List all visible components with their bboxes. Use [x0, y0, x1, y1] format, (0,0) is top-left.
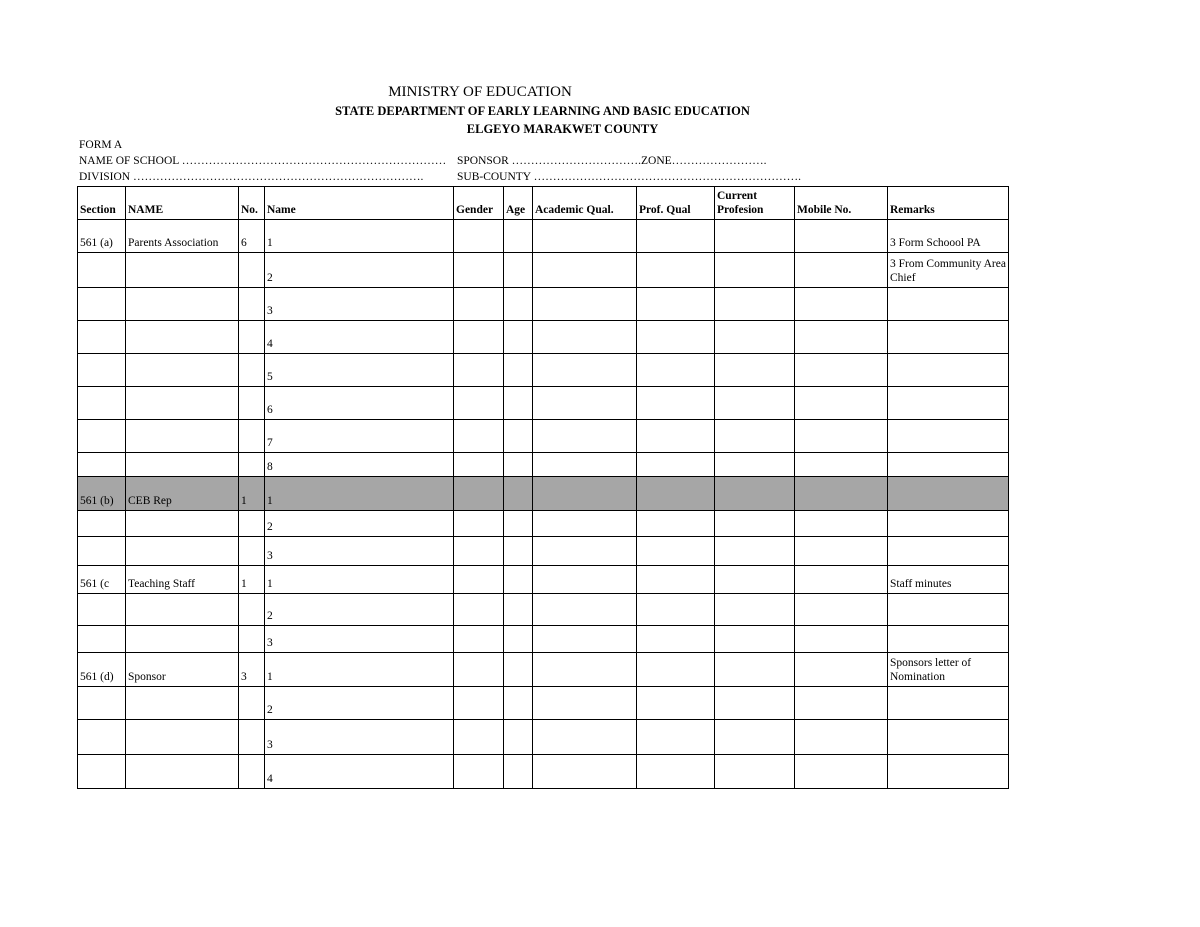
no-cell: [239, 321, 265, 354]
section-cell: 561 (c: [78, 566, 126, 594]
age-cell[interactable]: [504, 537, 533, 566]
remarks-cell[interactable]: [888, 687, 1009, 720]
remarks-cell[interactable]: 3 Form Schoool PA: [888, 220, 1009, 253]
prof-cell[interactable]: [637, 687, 715, 720]
profession-cell[interactable]: [715, 453, 795, 477]
gender-cell[interactable]: [454, 687, 504, 720]
name-cell: CEB Rep: [126, 477, 239, 511]
section-cell: [78, 453, 126, 477]
gender-cell[interactable]: [454, 594, 504, 626]
profession-cell[interactable]: [715, 566, 795, 594]
prof-cell[interactable]: [637, 537, 715, 566]
no-cell: [239, 420, 265, 453]
age-cell[interactable]: [504, 720, 533, 755]
profession-cell[interactable]: [715, 354, 795, 387]
age-cell[interactable]: [504, 626, 533, 653]
table-row: [78, 594, 1009, 626]
table-row: [78, 420, 1009, 453]
academic-cell[interactable]: [533, 626, 637, 653]
academic-cell[interactable]: [533, 420, 637, 453]
index-cell: 2: [265, 594, 454, 626]
table-row: [78, 453, 1009, 477]
division-field[interactable]: DIVISION ………………………………………………………………….: [79, 171, 424, 183]
index-cell: 2: [265, 511, 454, 537]
prof-cell[interactable]: [637, 653, 715, 687]
no-cell: 1: [239, 566, 265, 594]
name-cell: [126, 354, 239, 387]
mobile-cell[interactable]: [795, 387, 888, 420]
col-gender: Gender: [454, 187, 504, 220]
remarks-cell[interactable]: [888, 387, 1009, 420]
profession-cell[interactable]: [715, 720, 795, 755]
gender-cell[interactable]: [454, 653, 504, 687]
index-cell: 1: [265, 653, 454, 687]
mobile-cell[interactable]: [795, 687, 888, 720]
remarks-cell[interactable]: [888, 720, 1009, 755]
profession-cell[interactable]: [715, 420, 795, 453]
table-row: [78, 537, 1009, 566]
no-cell: [239, 755, 265, 789]
age-cell[interactable]: [504, 755, 533, 789]
no-cell: [239, 453, 265, 477]
gender-cell[interactable]: [454, 626, 504, 653]
index-cell: 1: [265, 566, 454, 594]
table-row: [78, 477, 1009, 511]
gender-cell[interactable]: [454, 453, 504, 477]
gender-cell[interactable]: [454, 755, 504, 789]
mobile-cell[interactable]: [795, 755, 888, 789]
name-cell: [126, 755, 239, 789]
prof-cell[interactable]: [637, 387, 715, 420]
gender-cell[interactable]: [454, 566, 504, 594]
name-cell: [126, 687, 239, 720]
table-row: [78, 288, 1009, 321]
name-cell: [126, 387, 239, 420]
mobile-cell[interactable]: [795, 653, 888, 687]
no-cell: [239, 288, 265, 321]
county-title: ELGEYO MARAKWET COUNTY: [466, 122, 659, 136]
table-row: [78, 566, 1009, 594]
mobile-cell[interactable]: [795, 594, 888, 626]
remarks-cell[interactable]: [888, 626, 1009, 653]
academic-cell[interactable]: [533, 354, 637, 387]
age-cell[interactable]: [504, 594, 533, 626]
remarks-cell[interactable]: Sponsors letter of Nomination: [888, 653, 1009, 687]
no-cell: [239, 253, 265, 288]
table-row: [78, 253, 1009, 288]
age-cell[interactable]: [504, 687, 533, 720]
col-section: Section: [78, 187, 126, 220]
profession-cell[interactable]: [715, 321, 795, 354]
section-cell: [78, 626, 126, 653]
no-cell: 3: [239, 653, 265, 687]
col-member-name: Name: [265, 187, 454, 220]
section-cell: [78, 511, 126, 537]
section-cell: [78, 387, 126, 420]
academic-cell[interactable]: [533, 720, 637, 755]
index-cell: 7: [265, 420, 454, 453]
age-cell[interactable]: [504, 354, 533, 387]
prof-cell[interactable]: [637, 253, 715, 288]
department-title: STATE DEPARTMENT OF EARLY LEARNING AND BASIC EDUCATION: [335, 104, 750, 118]
no-cell: [239, 626, 265, 653]
name-cell: Teaching Staff: [126, 566, 239, 594]
mobile-cell[interactable]: [795, 477, 888, 511]
age-cell[interactable]: [504, 220, 533, 253]
mobile-cell[interactable]: [795, 288, 888, 321]
academic-cell[interactable]: [533, 453, 637, 477]
table-row: [78, 321, 1009, 354]
mobile-cell[interactable]: [795, 220, 888, 253]
table-header-row: [78, 187, 1009, 220]
remarks-cell[interactable]: [888, 537, 1009, 566]
name-cell: [126, 288, 239, 321]
no-cell: [239, 511, 265, 537]
gender-cell[interactable]: [454, 537, 504, 566]
school-field[interactable]: NAME OF SCHOOL ……………………………………………………………: [79, 155, 447, 167]
mobile-cell[interactable]: [795, 720, 888, 755]
gender-cell[interactable]: [454, 387, 504, 420]
academic-cell[interactable]: [533, 253, 637, 288]
mobile-cell[interactable]: [795, 253, 888, 288]
no-cell: [239, 387, 265, 420]
no-cell: [239, 594, 265, 626]
name-cell: [126, 626, 239, 653]
academic-cell[interactable]: [533, 477, 637, 511]
index-cell: 3: [265, 288, 454, 321]
mobile-cell[interactable]: [795, 566, 888, 594]
index-cell: 4: [265, 755, 454, 789]
remarks-cell[interactable]: [888, 477, 1009, 511]
mobile-cell[interactable]: [795, 420, 888, 453]
prof-cell[interactable]: [637, 511, 715, 537]
no-cell: [239, 354, 265, 387]
gender-cell[interactable]: [454, 288, 504, 321]
index-cell: 1: [265, 220, 454, 253]
committee-table: [77, 186, 1009, 789]
profession-cell[interactable]: [715, 387, 795, 420]
name-cell: [126, 253, 239, 288]
table-row: [78, 354, 1009, 387]
mobile-cell[interactable]: [795, 626, 888, 653]
section-cell: [78, 321, 126, 354]
age-cell[interactable]: [504, 511, 533, 537]
age-cell[interactable]: [504, 653, 533, 687]
section-cell: [78, 687, 126, 720]
remarks-cell[interactable]: [888, 321, 1009, 354]
gender-cell[interactable]: [454, 220, 504, 253]
prof-cell[interactable]: [637, 626, 715, 653]
remarks-cell[interactable]: 3 From Community Area Chief: [888, 253, 1009, 288]
profession-cell[interactable]: [715, 626, 795, 653]
section-cell: [78, 354, 126, 387]
prof-cell[interactable]: [637, 321, 715, 354]
gender-cell[interactable]: [454, 420, 504, 453]
remarks-cell[interactable]: [888, 354, 1009, 387]
remarks-cell[interactable]: Staff minutes: [888, 566, 1009, 594]
gender-cell[interactable]: [454, 511, 504, 537]
remarks-cell[interactable]: [888, 511, 1009, 537]
remarks-cell[interactable]: [888, 594, 1009, 626]
no-cell: [239, 687, 265, 720]
section-cell: 561 (b): [78, 477, 126, 511]
profession-cell[interactable]: [715, 594, 795, 626]
prof-cell[interactable]: [637, 566, 715, 594]
col-mobile: Mobile No.: [795, 187, 888, 220]
name-cell: [126, 720, 239, 755]
col-age: Age: [504, 187, 533, 220]
no-cell: 1: [239, 477, 265, 511]
index-cell: 6: [265, 387, 454, 420]
name-cell: [126, 594, 239, 626]
index-cell: 1: [265, 477, 454, 511]
mobile-cell[interactable]: [795, 354, 888, 387]
academic-cell[interactable]: [533, 511, 637, 537]
gender-cell[interactable]: [454, 354, 504, 387]
name-cell: Parents Association: [126, 220, 239, 253]
sponsor-zone-field[interactable]: SPONSOR …………………………….ZONE…………………….: [457, 155, 767, 167]
table-row: [78, 720, 1009, 755]
section-cell: [78, 720, 126, 755]
prof-cell[interactable]: [637, 354, 715, 387]
age-cell[interactable]: [504, 387, 533, 420]
prof-cell[interactable]: [637, 453, 715, 477]
prof-cell[interactable]: [637, 720, 715, 755]
section-cell: [78, 537, 126, 566]
gender-cell[interactable]: [454, 321, 504, 354]
gender-cell[interactable]: [454, 720, 504, 755]
index-cell: 3: [265, 720, 454, 755]
mobile-cell[interactable]: [795, 453, 888, 477]
index-cell: 5: [265, 354, 454, 387]
remarks-cell[interactable]: [888, 453, 1009, 477]
prof-cell[interactable]: [637, 477, 715, 511]
name-cell: [126, 453, 239, 477]
name-cell: [126, 321, 239, 354]
profession-cell[interactable]: [715, 687, 795, 720]
profession-cell[interactable]: [715, 511, 795, 537]
table-row: [78, 653, 1009, 687]
no-cell: [239, 720, 265, 755]
gender-cell[interactable]: [454, 477, 504, 511]
remarks-cell[interactable]: [888, 288, 1009, 321]
age-cell[interactable]: [504, 321, 533, 354]
profession-cell[interactable]: [715, 253, 795, 288]
academic-cell[interactable]: [533, 653, 637, 687]
table-row: [78, 511, 1009, 537]
col-no: No.: [239, 187, 265, 220]
academic-cell[interactable]: [533, 387, 637, 420]
index-cell: 3: [265, 626, 454, 653]
name-cell: Sponsor: [126, 653, 239, 687]
profession-cell[interactable]: [715, 477, 795, 511]
index-cell: 2: [265, 253, 454, 288]
academic-cell[interactable]: [533, 288, 637, 321]
academic-cell[interactable]: [533, 321, 637, 354]
table-row: [78, 220, 1009, 253]
profession-cell[interactable]: [715, 755, 795, 789]
age-cell[interactable]: [504, 420, 533, 453]
index-cell: 2: [265, 687, 454, 720]
no-cell: 6: [239, 220, 265, 253]
section-cell: [78, 288, 126, 321]
age-cell[interactable]: [504, 288, 533, 321]
table-row: [78, 626, 1009, 653]
academic-cell[interactable]: [533, 755, 637, 789]
index-cell: 4: [265, 321, 454, 354]
col-academic: Academic Qual.: [533, 187, 637, 220]
name-cell: [126, 537, 239, 566]
mobile-cell[interactable]: [795, 511, 888, 537]
section-cell: [78, 420, 126, 453]
col-name: NAME: [126, 187, 239, 220]
section-cell: [78, 755, 126, 789]
academic-cell[interactable]: [533, 566, 637, 594]
age-cell[interactable]: [504, 253, 533, 288]
age-cell[interactable]: [504, 453, 533, 477]
prof-cell[interactable]: [637, 594, 715, 626]
prof-cell[interactable]: [637, 420, 715, 453]
profession-cell[interactable]: [715, 220, 795, 253]
ministry-title: MINISTRY OF EDUCATION: [388, 84, 572, 100]
col-prof: Prof. Qual: [637, 187, 715, 220]
col-remarks: Remarks: [888, 187, 1009, 220]
academic-cell[interactable]: [533, 687, 637, 720]
profession-cell[interactable]: [715, 537, 795, 566]
section-cell: 561 (a): [78, 220, 126, 253]
section-cell: [78, 594, 126, 626]
age-cell[interactable]: [504, 477, 533, 511]
age-cell[interactable]: [504, 566, 533, 594]
index-cell: 3: [265, 537, 454, 566]
academic-cell[interactable]: [533, 220, 637, 253]
prof-cell[interactable]: [637, 755, 715, 789]
academic-cell[interactable]: [533, 537, 637, 566]
mobile-cell[interactable]: [795, 537, 888, 566]
mobile-cell[interactable]: [795, 321, 888, 354]
col-profession: Current Profesion: [715, 187, 795, 220]
academic-cell[interactable]: [533, 594, 637, 626]
profession-cell[interactable]: [715, 288, 795, 321]
remarks-cell[interactable]: [888, 420, 1009, 453]
section-cell: [78, 253, 126, 288]
prof-cell[interactable]: [637, 288, 715, 321]
name-cell: [126, 420, 239, 453]
no-cell: [239, 537, 265, 566]
remarks-cell[interactable]: [888, 755, 1009, 789]
table-row: [78, 755, 1009, 789]
subcounty-field[interactable]: SUB-COUNTY …………………………………………………………….: [457, 171, 801, 183]
table-row: [78, 387, 1009, 420]
prof-cell[interactable]: [637, 220, 715, 253]
gender-cell[interactable]: [454, 253, 504, 288]
index-cell: 8: [265, 453, 454, 477]
table-row: [78, 687, 1009, 720]
profession-cell[interactable]: [715, 653, 795, 687]
section-cell: 561 (d): [78, 653, 126, 687]
name-cell: [126, 511, 239, 537]
form-label: FORM A: [79, 139, 123, 151]
